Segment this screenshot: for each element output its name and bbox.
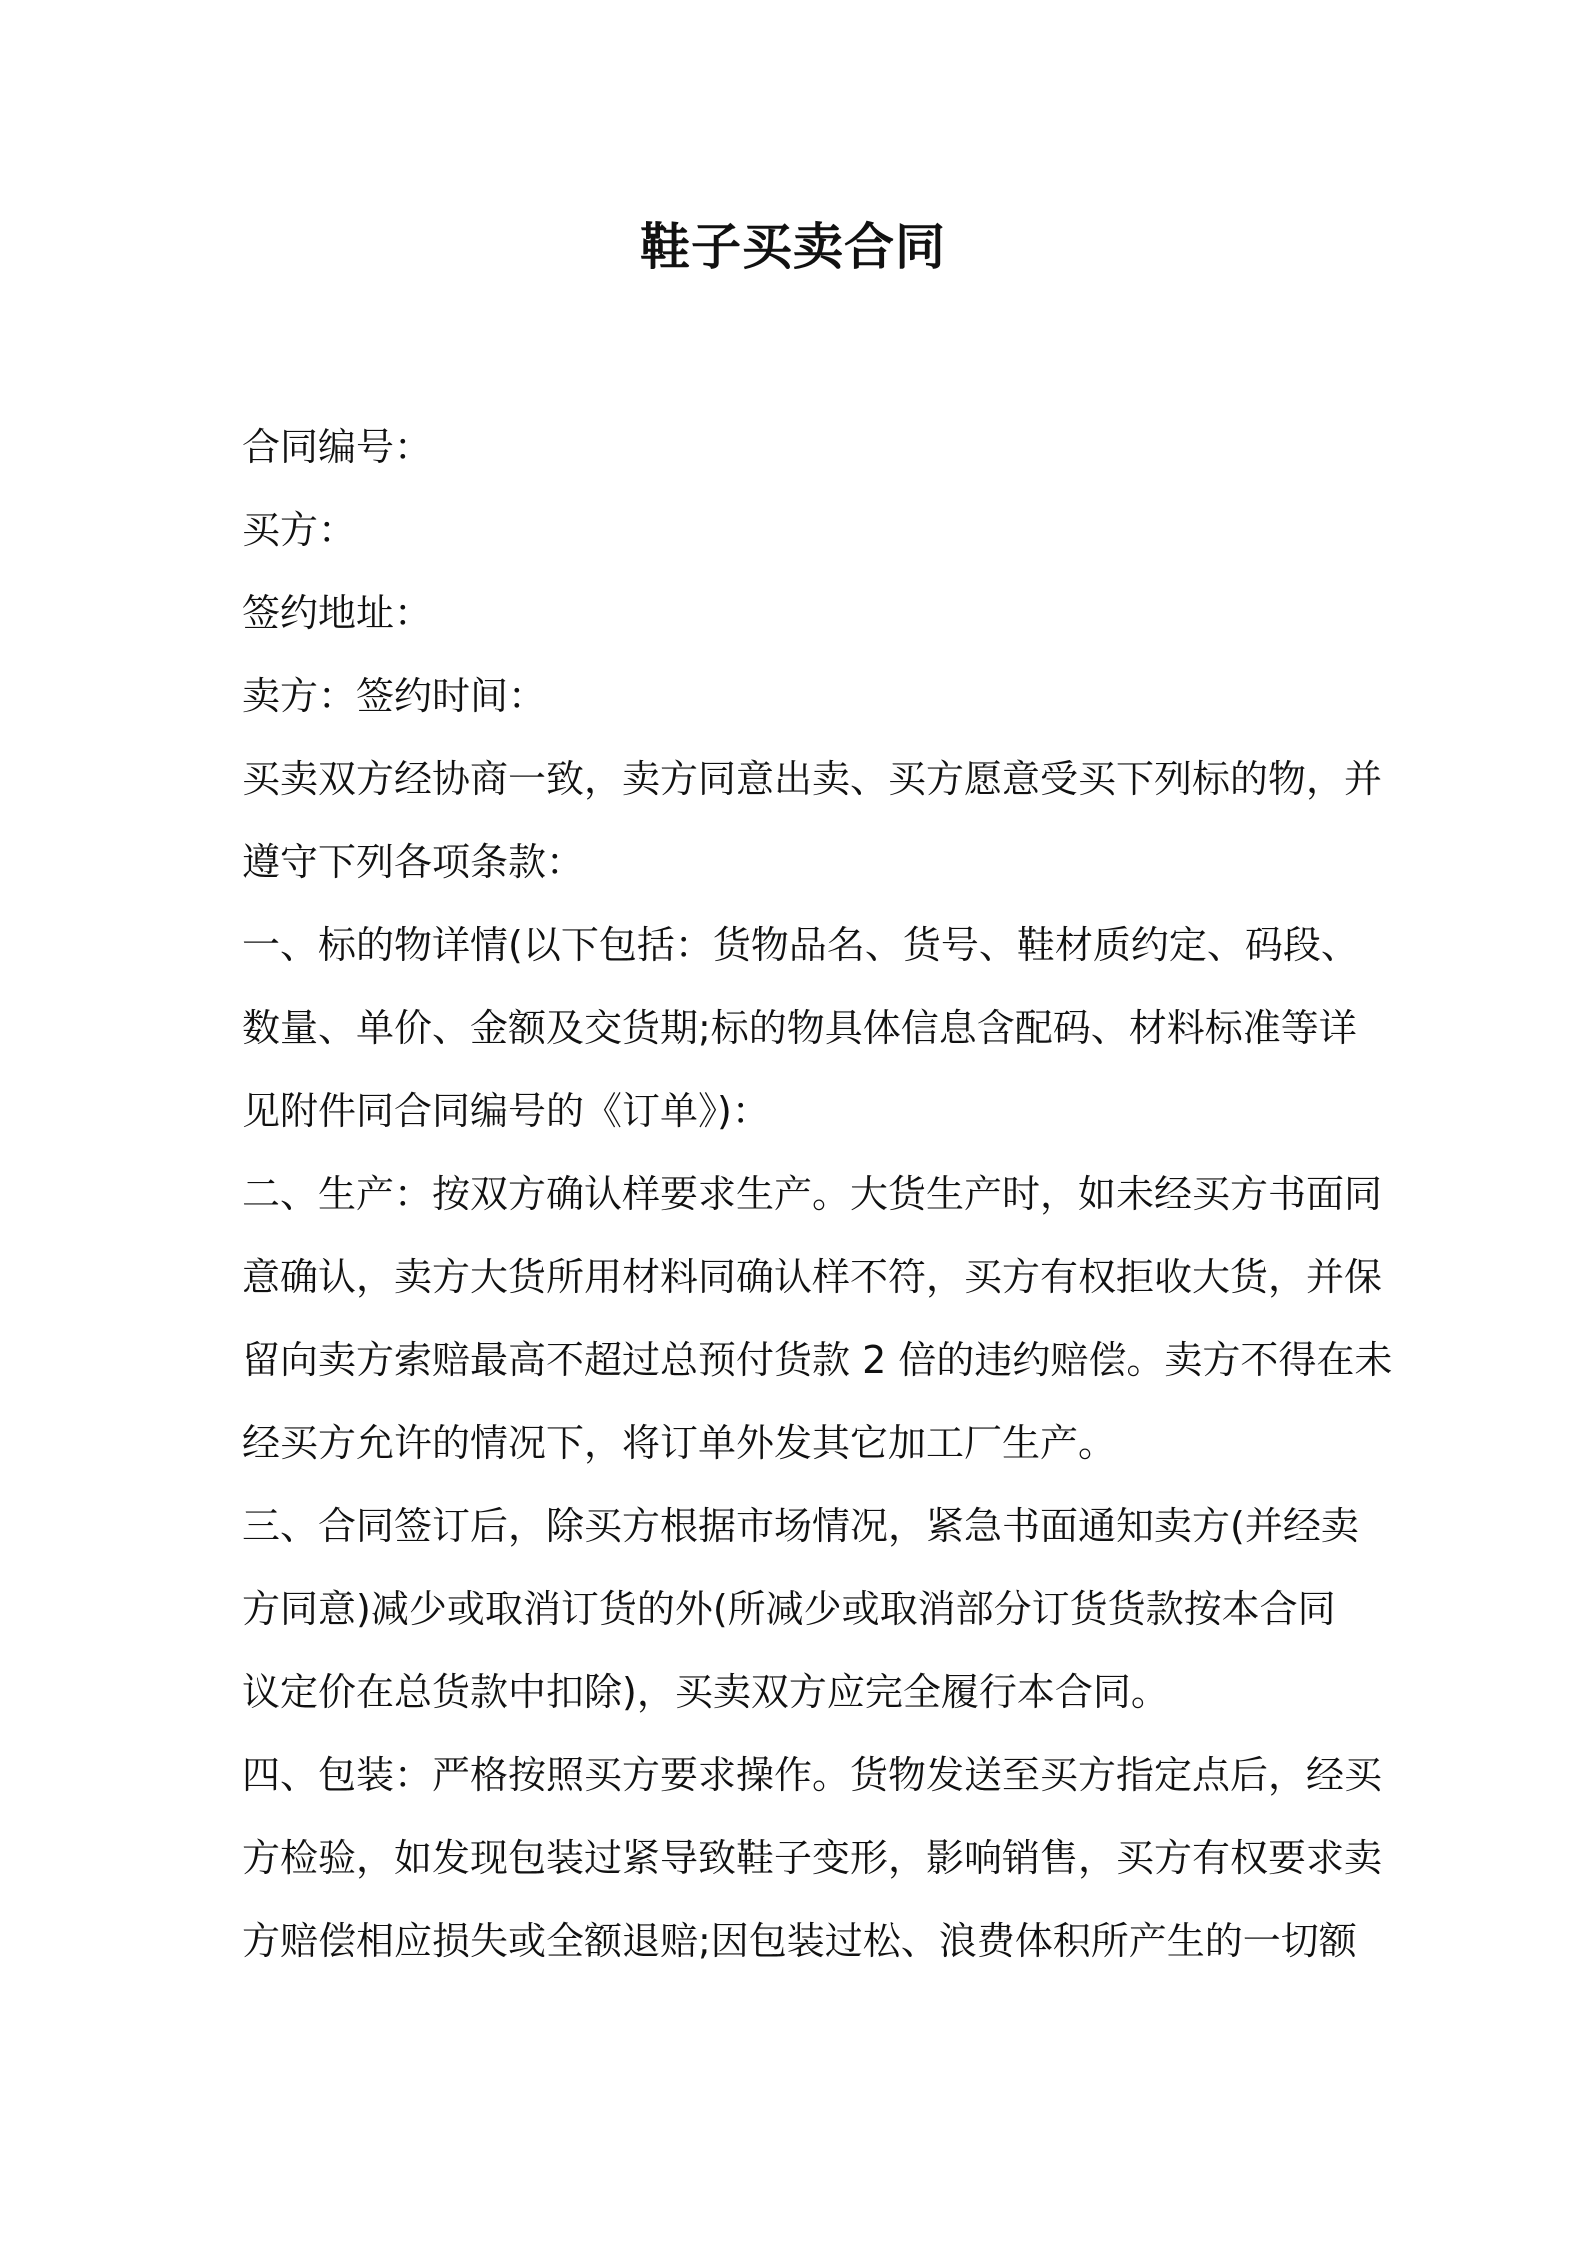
- text-line: 意确认，卖方大货所用材料同确认样不符，买方有权拒收大货，并保: [242, 1255, 1383, 1299]
- document-title: 鞋子买卖合同: [640, 218, 946, 276]
- text-line: 方赔偿相应损失或全额退赔;因包装过松、浪费体积所产生的一切额: [242, 1919, 1357, 1963]
- clause-2-line: 二、生产：按双方确认样要求生产。大货生产时，如未经买方书面同: [242, 1172, 1383, 1216]
- contract-body: [242, 406, 1393, 1983]
- text-line: 遵守下列各项条款：: [242, 840, 585, 884]
- text-line: 见附件同合同编号的《订单》)：: [242, 1089, 770, 1133]
- text-line: 方同意)减少或取消订货的外(所减少或取消部分订货货款按本合同: [242, 1587, 1336, 1631]
- buyer-line: 买方：: [242, 508, 357, 552]
- signing-address-line: 签约地址：: [242, 591, 433, 635]
- text-line: 方检验，如发现包装过紧导致鞋子变形，影响销售，买方有权要求卖: [242, 1836, 1383, 1880]
- text-line: 买卖双方经协商一致，卖方同意出卖、买方愿意受买下列标的物，并: [242, 757, 1383, 801]
- text-line: 经买方允许的情况下，将订单外发其它加工厂生产。: [242, 1421, 1117, 1465]
- clause-3-line: 三、合同签订后，除买方根据市场情况，紧急书面通知卖方(并经卖: [242, 1504, 1359, 1548]
- clause-1-line: 一、标的物详情(以下包括：货物品名、货号、鞋材质约定、码段、: [242, 923, 1359, 967]
- text-line: 议定价在总货款中扣除)，买卖双方应完全履行本合同。: [242, 1670, 1169, 1714]
- contract-number-line: 合同编号：: [242, 425, 433, 469]
- seller-signing-time-line: 卖方：签约时间：: [242, 674, 547, 718]
- text-line: 数量、单价、金额及交货期;标的物具体信息含配码、材料标准等详: [242, 1006, 1357, 1050]
- clause-4-line: 四、包装：严格按照买方要求操作。货物发送至买方指定点后，经买: [242, 1753, 1383, 1797]
- text-line: 留向卖方索赔最高不超过总预付货款 2 倍的违约赔偿。卖方不得在未: [242, 1338, 1393, 1382]
